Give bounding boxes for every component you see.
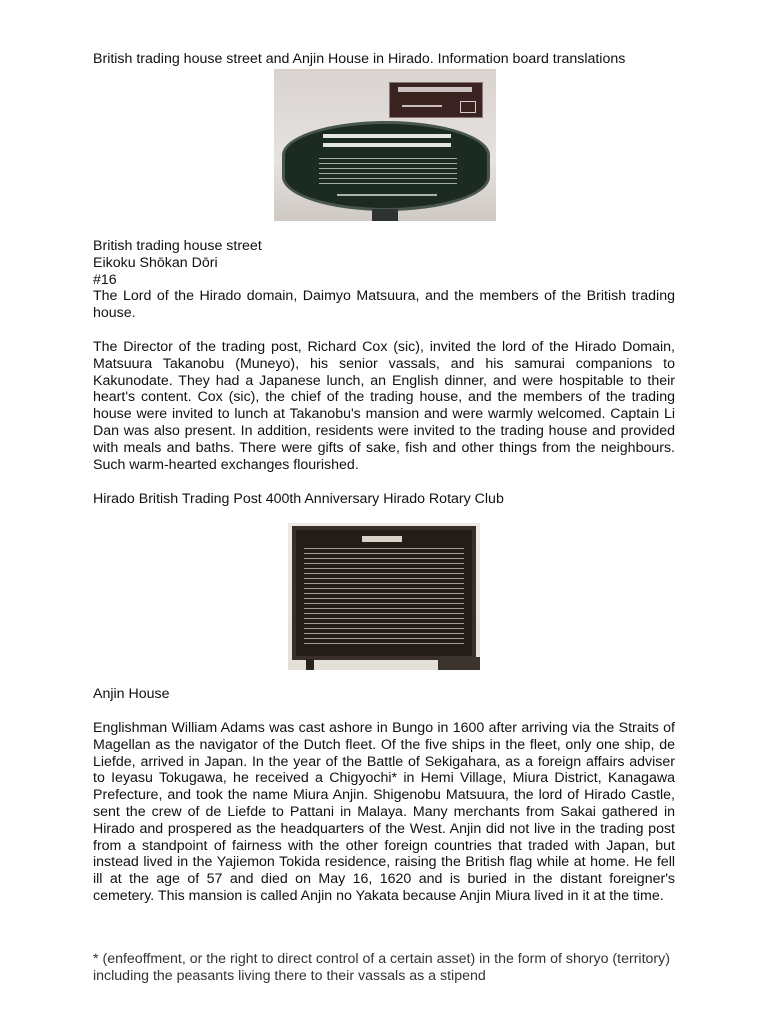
street-name-romaji: Eikoku Shōkan Dōri [93,254,218,271]
page-title: British trading house street and Anjin House in Hirado. Information board translations [93,51,626,67]
footnote: * (enfeoffment, or the right to direct control of a certain asset) in the form of shoryo (territory) including the peasants living there to their vassals as a stipend [93,951,670,984]
anjin-house-board-photo [288,523,480,670]
information-board-photo [274,69,496,221]
street-sign-translation [93,238,675,322]
street-sign [389,82,483,118]
street-name-english: British trading house street [93,238,262,254]
body-paragraph: The Director of the trading post, Richard Cox (sic), invited the lord of the Hirado Domain, Matsuura Takanobu (Muneyo), his senior vassals, and his samurai companions to Kakunodate. They had a Japanese lunch, an English dinner, and were hospitable to their heart's content. Cox (sic), the chief of the trading house, and the members of the trading house were invited to lunch at Takanobu's mansion and were warmly welcomed. Captain Li Dan was also present. In addition, residents were invited to the trading house and provided with meals and baths. There were gifts of sake, fish and other things from the neighbours. Such warm-hearted exchanges flourished. [93,339,675,473]
oval-information-board [282,121,490,211]
board-credit: Hirado British Trading Post 400th Anniversary Hirado Rotary Club [93,491,504,507]
wooden-board-frame [292,526,476,660]
anjin-house-translation [93,720,675,905]
board-post [372,209,398,221]
anjin-paragraph: Englishman William Adams was cast ashore in Bungo in 1600 after arriving via the Straits of Magellan as the navigator of the Dutch fleet. Of the five ships in the fleet, only one ship, de Liefde, arrived in Japan. In the year of the Battle of Sekigahara, as a foreign affairs adviser to Ieyasu Tokugawa, he received a Chigyochi* in Hemi Village, Miura District, Kanagawa Prefecture, and took the name Miura Anjin. Shigenobu Matsuura, the lord of Hirado Castle, sent the crew of de Liefde to Pattani in Malaya. Many merchants from Sakai gathered in Hirado and prospered as the headquarters of the West. Anjin did not live in the trading post from a standpoint of fairness with the other foreign countries that traded with Japan, but instead lived in the Yajiemon Tokida residence, raising the British flag while at home. He fell ill at the age of 57 and died on May 16, 1620 and is buried in the distant foreigner's cemetery. This mansion is called Anjin no Yakata because Anjin Miura lived in it at the time. [93,720,675,904]
sign-number: #16 [93,271,117,288]
section-title-anjin-house: Anjin House [93,686,170,702]
board-heading-translation: The Lord of the Hirado domain, Daimyo Matsuura, and the members of the British trading house. [93,288,675,322]
board-body-translation [93,339,675,473]
board-legs [306,659,460,670]
